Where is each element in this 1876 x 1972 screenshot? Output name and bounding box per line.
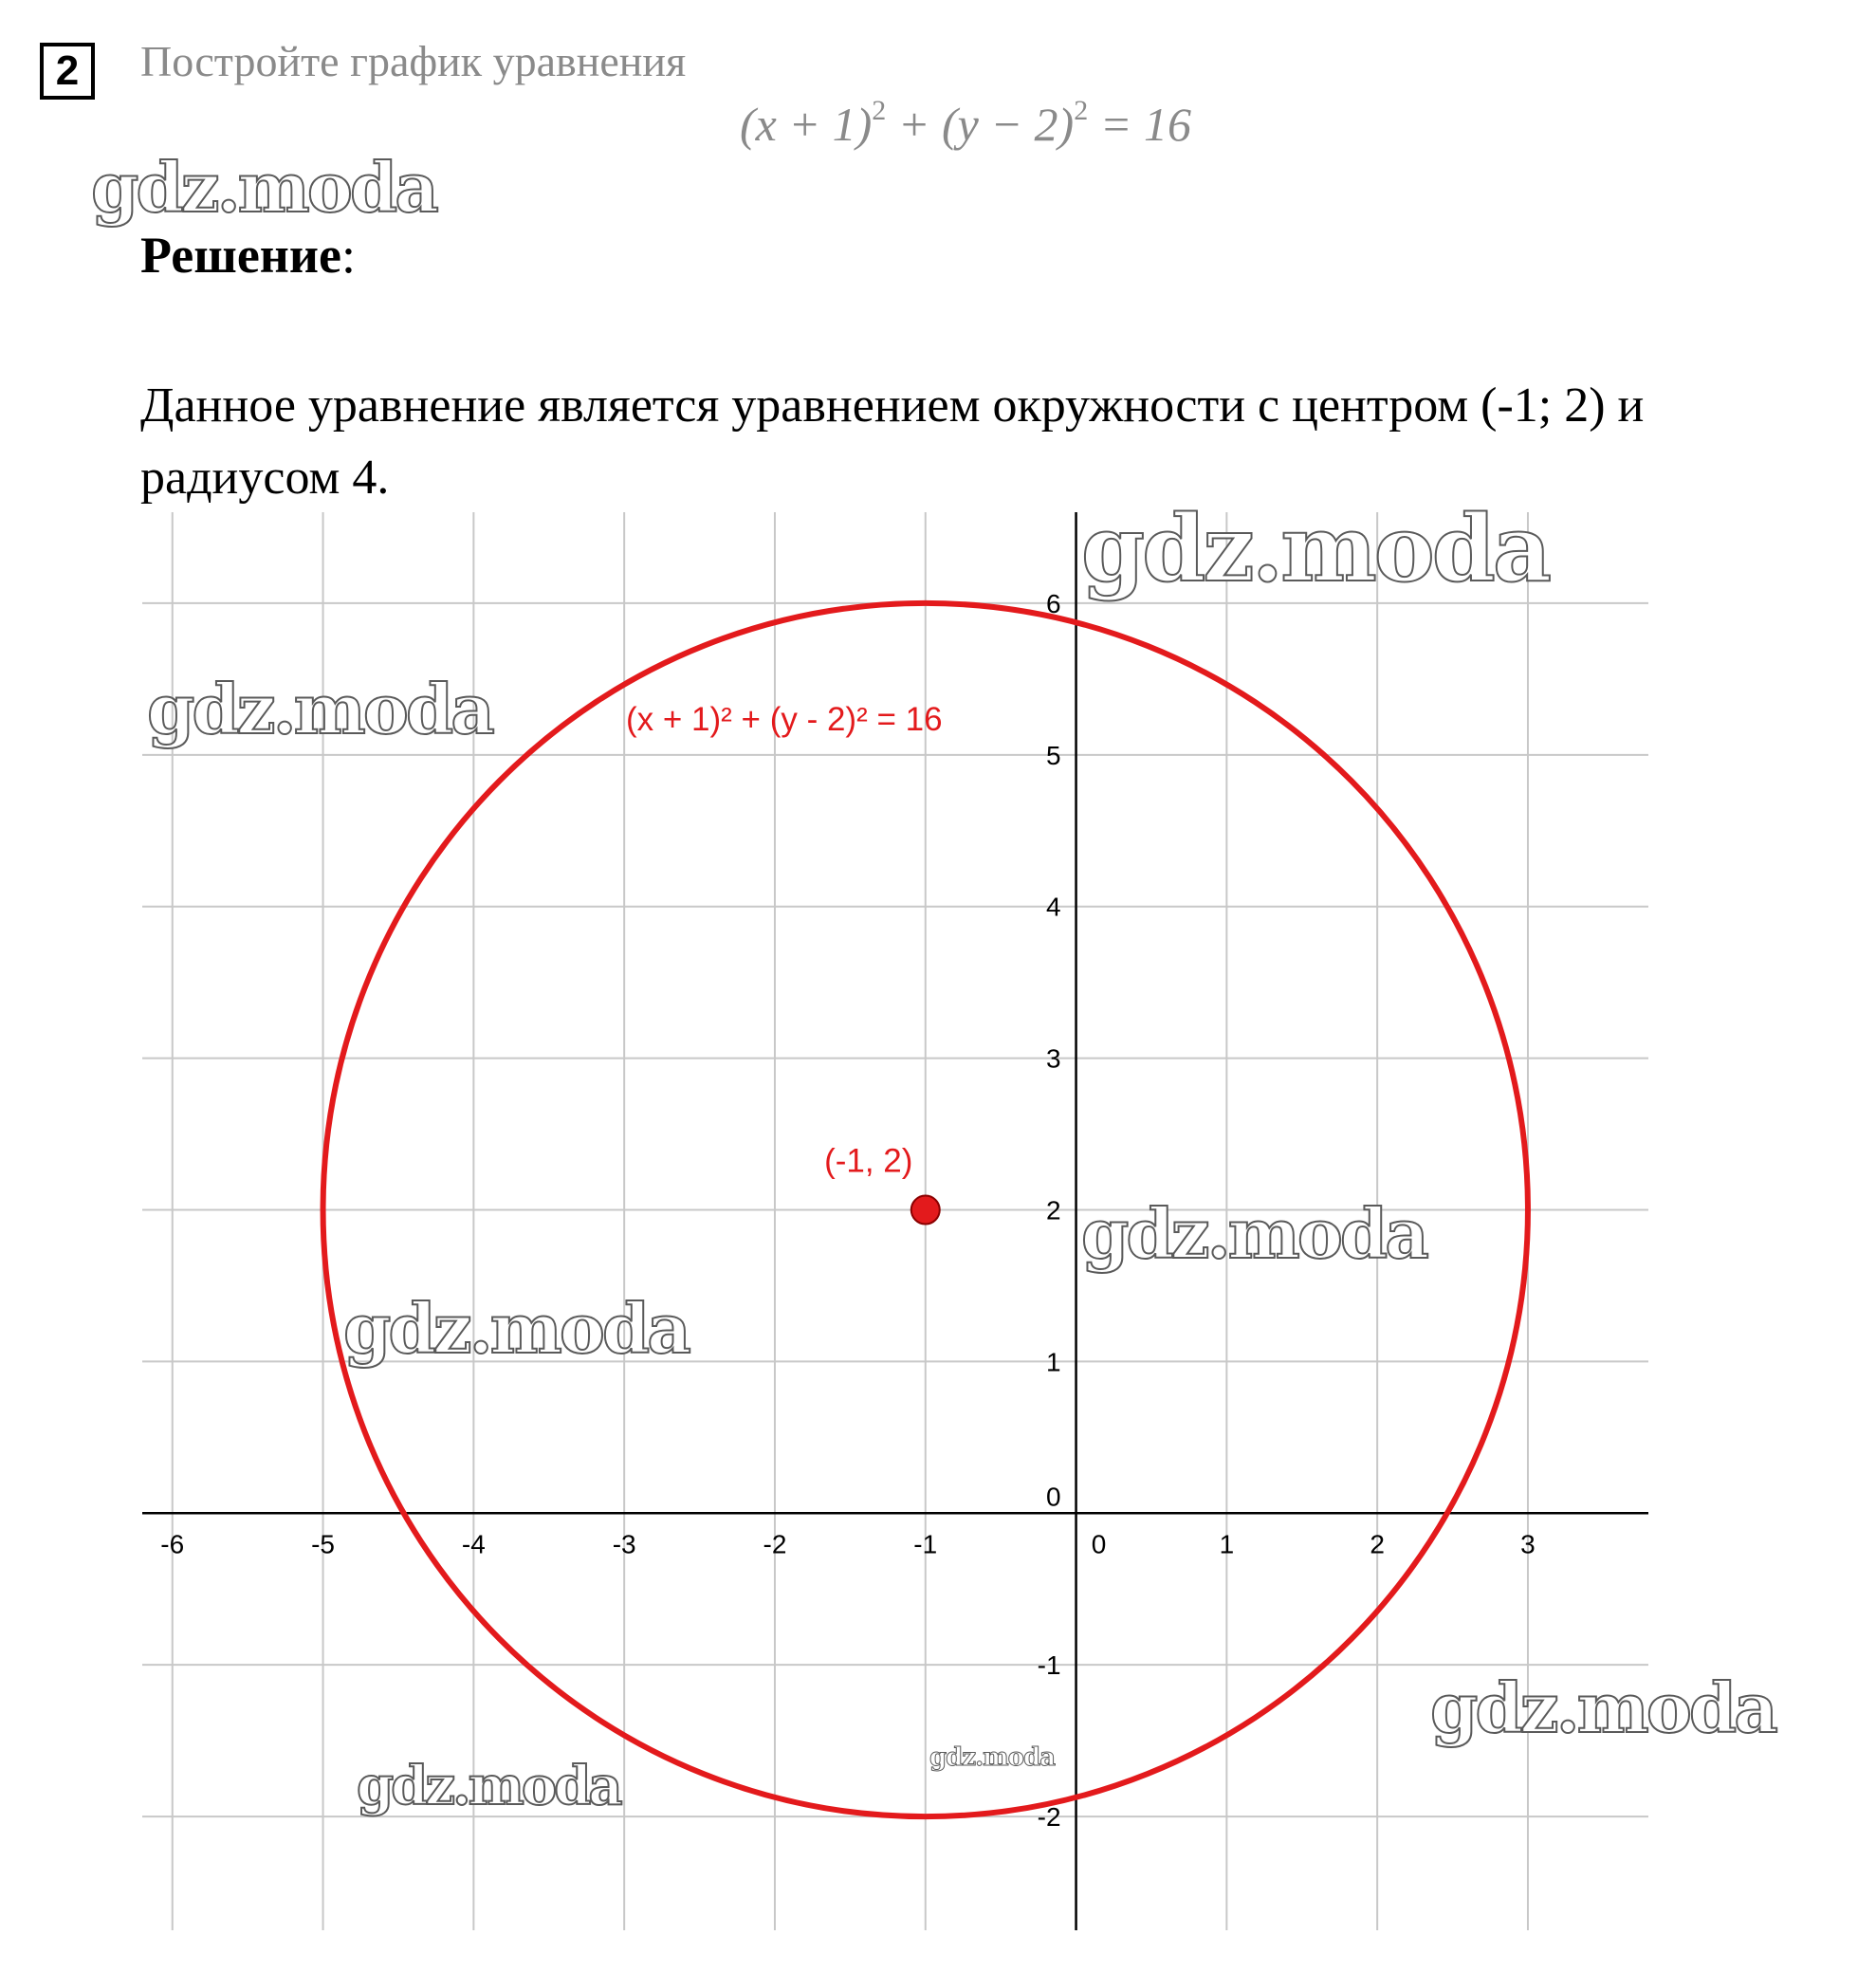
x-tick-label: 3 bbox=[1520, 1529, 1536, 1559]
y-tick-label: 6 bbox=[1045, 588, 1061, 618]
x-tick-label: -5 bbox=[311, 1529, 336, 1559]
x-tick-label: -6 bbox=[160, 1529, 185, 1559]
watermark: gdz.moda bbox=[1430, 1668, 1775, 1748]
watermark: gdz.moda bbox=[147, 669, 492, 749]
y-tick-label: 4 bbox=[1045, 892, 1061, 922]
circle-equation-label: (x + 1)² + (y - 2)² = 16 bbox=[626, 701, 943, 738]
y-tick-label: 5 bbox=[1045, 740, 1061, 770]
x-tick-label: 1 bbox=[1219, 1529, 1235, 1559]
watermark: gdz.moda bbox=[91, 147, 436, 228]
watermark: gdz.moda bbox=[929, 1743, 1056, 1772]
x-tick-label: 2 bbox=[1370, 1529, 1385, 1559]
x-tick-label: -1 bbox=[913, 1529, 938, 1559]
y-tick-label: -2 bbox=[1037, 1802, 1061, 1833]
equation-part-1: (x + 1) bbox=[740, 98, 873, 151]
y-tick-label: 0 bbox=[1045, 1482, 1061, 1512]
equation-exponent-1: 2 bbox=[872, 95, 887, 126]
y-tick-label: 3 bbox=[1045, 1043, 1061, 1074]
x-tick-label: 0 bbox=[1091, 1529, 1107, 1559]
task-title: Постройте график уравнения bbox=[140, 37, 687, 85]
y-tick-label: 1 bbox=[1045, 1347, 1061, 1377]
watermark: gdz.moda bbox=[1081, 495, 1550, 602]
watermark: gdz.moda bbox=[357, 1755, 620, 1817]
x-tick-label: -2 bbox=[763, 1529, 787, 1559]
equation-exponent-2: 2 bbox=[1074, 95, 1089, 126]
watermark: gdz.moda bbox=[1081, 1193, 1426, 1274]
equation-rhs: = 16 bbox=[1088, 98, 1191, 151]
y-tick-label: -1 bbox=[1037, 1650, 1061, 1681]
center-point bbox=[911, 1196, 940, 1225]
task-number-box: 2 bbox=[40, 43, 95, 100]
solution-heading-colon: : bbox=[341, 227, 357, 284]
y-tick-label: 2 bbox=[1045, 1195, 1061, 1226]
equation-part-2: + (y − 2) bbox=[886, 98, 1075, 151]
watermark: gdz.moda bbox=[343, 1288, 689, 1369]
x-tick-label: -3 bbox=[612, 1529, 636, 1559]
solution-text: Данное уравнение является уравнением окружности с центром (-1; 2) и радиусом 4. bbox=[140, 378, 1645, 505]
solution-heading-word: Решение bbox=[140, 227, 341, 284]
x-tick-label: -4 bbox=[461, 1529, 486, 1559]
center-point-label: (-1, 2) bbox=[824, 1142, 913, 1180]
